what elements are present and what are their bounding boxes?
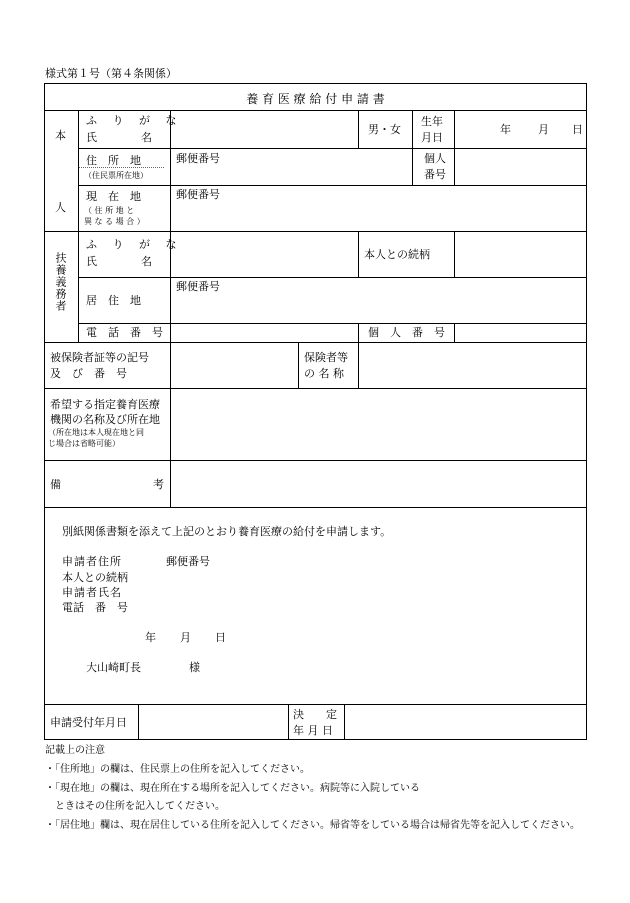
insurance-number-label-2: 及 び 番 号: [50, 367, 127, 380]
honnin-kojin-field[interactable]: [455, 149, 586, 184]
fuyo-name-label: 氏 名: [86, 255, 152, 268]
honnin-address-field[interactable]: [171, 149, 411, 184]
honnin-side-label-bottom: 人: [55, 201, 66, 214]
medical-label-1: 希望する指定養育医療: [50, 398, 160, 411]
honnin-current-sublabel-2: 異 な る 場 合 ）: [84, 217, 145, 226]
applicant-postal-label: 郵便番号: [166, 555, 210, 568]
honnin-furigana-label: ふ り が な: [86, 114, 183, 127]
fuyo-name-field[interactable]: [171, 232, 357, 276]
medical-institution-field[interactable]: [171, 389, 586, 459]
fuyo-phone-label: 電 話 番 号: [86, 326, 163, 339]
decision-date-label-1: 決 定: [293, 708, 337, 721]
addressee-label: 大山崎町長: [86, 661, 141, 674]
applicant-phone-label: 電話 番 号: [62, 601, 128, 614]
note-item: ・「住所地」の欄は、住民票上の住所を記入してください。: [45, 764, 310, 775]
birth-year-unit: 年: [500, 123, 511, 136]
applicant-name-label: 申請者氏名: [62, 586, 122, 599]
remarks-field[interactable]: [171, 461, 586, 506]
medical-note-2: じ場合は省略可能）: [48, 439, 120, 448]
honnin-birthdate-field[interactable]: [455, 111, 586, 147]
note-item: ・「現在地」の欄は、現在所在する場所を記入してください。病院等に入院している: [45, 783, 420, 794]
birth-day-unit: 日: [572, 123, 583, 136]
fuyo-residence-field[interactable]: [171, 278, 586, 322]
applicant-address-label: 申請者住所: [62, 555, 122, 568]
receipt-date-label: 申請受付年月日: [50, 716, 127, 729]
honnin-name-label: 氏 名: [86, 131, 152, 144]
remarks-label-right: 考: [153, 478, 164, 491]
notes-heading: 記載上の注意: [45, 745, 105, 756]
applicant-relation-label: 本人との続柄: [62, 571, 128, 584]
honnin-current-postal-label: 郵便番号: [176, 188, 220, 201]
decision-date-label-2: 年 月 日: [293, 724, 333, 737]
note-item: ときはその住所を記入してください。: [45, 801, 225, 812]
medical-label-2: 機関の名称及び所在地: [50, 413, 160, 426]
fuyo-relation-label: 本人との続柄: [364, 248, 430, 261]
application-month-unit: 月: [180, 631, 191, 644]
honnin-current-label: 現 在 地: [86, 190, 141, 203]
honnin-current-field[interactable]: [171, 186, 586, 230]
applicant-address-field[interactable]: [225, 552, 580, 568]
honnin-sex-choice[interactable]: 男・女: [368, 123, 401, 136]
insurance-number-field[interactable]: [171, 343, 297, 387]
honnin-address-postal-label: 郵便番号: [176, 152, 220, 165]
applicant-phone-field[interactable]: [140, 598, 580, 614]
declaration-statement: 別紙関係書類を添えて上記のとおり養育医療の給付を申請します。: [62, 525, 392, 538]
note-item: ・「居住地」欄は、現在居住している住所を記入してください。帰省等をしている場合は帰省先等を記入してください。: [45, 820, 580, 831]
fuyo-side-label: 扶養義務者: [54, 252, 67, 312]
insurer-name-field[interactable]: [359, 343, 586, 387]
honnin-kojin-label-1: 個人: [424, 152, 446, 165]
receipt-date-field[interactable]: [139, 705, 287, 739]
honnin-side-label-top: 本: [55, 129, 66, 142]
decision-date-field[interactable]: [345, 705, 586, 739]
form-number-label: 様式第１号（第４条関係）: [45, 67, 177, 80]
honnin-address-label: 住 所 地: [86, 154, 141, 167]
fuyo-residence-label: 居 住 地: [86, 294, 141, 307]
honnin-address-sublabel: （住民票所在地）: [84, 171, 148, 180]
fuyo-relation-field[interactable]: [455, 232, 586, 276]
fuyo-postal-label: 郵便番号: [176, 280, 220, 293]
honnin-birth-label-1: 生年: [421, 115, 443, 128]
fuyo-phone-field[interactable]: [171, 324, 357, 341]
honnin-current-sublabel-1: （ 住 所 地 と: [84, 206, 135, 215]
fuyo-kojin-label: 個 人 番 号: [368, 326, 445, 339]
application-day-unit: 日: [215, 631, 226, 644]
honnin-birth-label-2: 月日: [421, 131, 443, 144]
fuyo-furigana-label: ふ り が な: [86, 238, 183, 251]
honnin-kojin-label-2: 番号: [424, 168, 446, 181]
fuyo-kojin-field[interactable]: [455, 324, 586, 341]
medical-note-1: （所在地は本人現在地と同: [48, 428, 144, 437]
application-year-unit: 年: [145, 631, 156, 644]
remarks-label-left: 備: [50, 478, 61, 491]
insurer-name-label-1: 保険者等: [304, 351, 348, 364]
application-date-field[interactable]: [100, 628, 230, 644]
honorific-label: 様: [189, 661, 200, 674]
birth-month-unit: 月: [538, 123, 549, 136]
honnin-name-field[interactable]: [171, 111, 357, 147]
applicant-name-field[interactable]: [140, 583, 580, 599]
form-title: 養 育 医 療 給 付 申 請 書: [246, 92, 385, 106]
insurance-number-label-1: 被保険者証等の記号: [50, 351, 149, 364]
applicant-relation-field[interactable]: [140, 568, 580, 584]
insurer-name-label-2: の 名 称: [304, 367, 344, 380]
